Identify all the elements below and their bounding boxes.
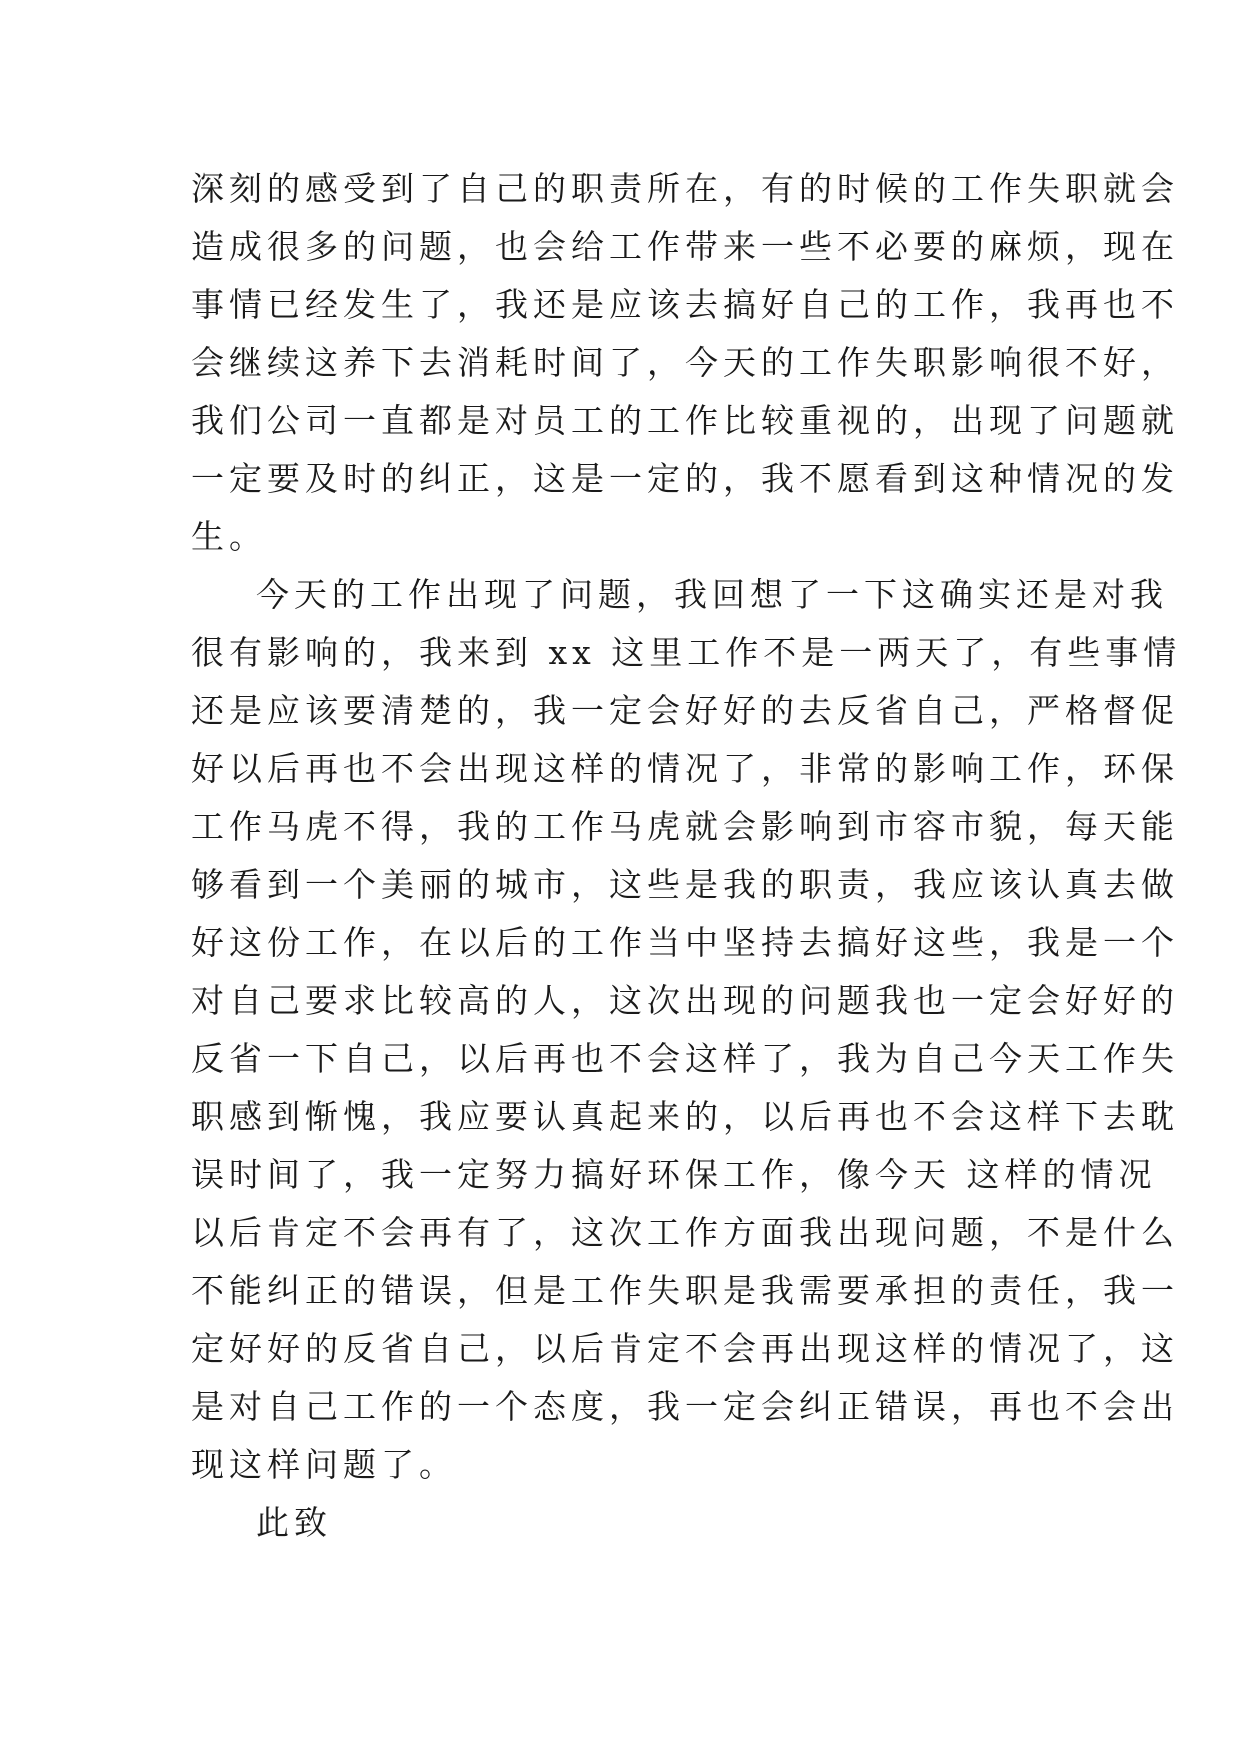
text-line: 我们公司一直都是对员工的工作比较重视的，出现了问题就 — [191, 401, 1179, 440]
text-line: 误时间了，我一定努力搞好环保工作，像今天 这样的情况 — [191, 1155, 1157, 1194]
text-line: 反省一下自己，以后再也不会这样了，我为自己今天工作失 — [191, 1039, 1179, 1078]
paragraph-2 — [191, 566, 1182, 1494]
text-line: 很有影响的，我来到 xx 这里工作不是一两天了，有些事情 — [191, 633, 1182, 672]
text-line: 好以后再也不会出现这样的情况了，非常的影响工作，环保 — [191, 749, 1179, 788]
text-line: 工作马虎不得，我的工作马虎就会影响到市容市貌，每天能 — [191, 807, 1179, 846]
text-line: 职感到惭愧，我应要认真起来的，以后再也不会这样下去耽 — [191, 1097, 1179, 1136]
text-line: 对自己要求比较高的人，这次出现的问题我也一定会好好的 — [191, 981, 1179, 1020]
text-line: 不能纠正的错误，但是工作失职是我需要承担的责任，我一 — [191, 1271, 1179, 1310]
text-line: 以后肯定不会再有了，这次工作方面我出现问题，不是什么 — [191, 1213, 1179, 1252]
text-line: 还是应该要清楚的，我一定会好好的去反省自己，严格督促 — [191, 691, 1179, 730]
text-line: 生。 — [191, 517, 267, 556]
text-line: 今天的工作出现了问题，我回想了一下这确实还是对我 — [256, 575, 1168, 614]
text-line: 造成很多的问题，也会给工作带来一些不必要的麻烦，现在 — [191, 227, 1179, 266]
text-line: 事情已经发生了，我还是应该去搞好自己的工作，我再也不 — [191, 285, 1179, 324]
text-line: 定好好的反省自己，以后肯定不会再出现这样的情况了，这 — [191, 1329, 1179, 1368]
text-line: 是对自己工作的一个态度，我一定会纠正错误，再也不会出 — [191, 1387, 1179, 1426]
text-line: 好这份工作，在以后的工作当中坚持去搞好这些，我是一个 — [191, 923, 1179, 962]
document-body — [191, 160, 1182, 1552]
text-line: 现这样问题了。 — [191, 1445, 457, 1484]
text-line: 会继续这养下去消耗时间了，今天的工作失职影响很不好， — [191, 343, 1179, 382]
paragraph-1 — [191, 160, 1179, 566]
text-line: 一定要及时的纠正，这是一定的，我不愿看到这种情况的发 — [191, 459, 1179, 498]
closing-salutation: 此致 — [256, 1503, 332, 1542]
text-line: 够看到一个美丽的城市，这些是我的职责，我应该认真去做 — [191, 865, 1179, 904]
text-line: 深刻的感受到了自己的职责所在，有的时候的工作失职就会 — [191, 169, 1179, 208]
